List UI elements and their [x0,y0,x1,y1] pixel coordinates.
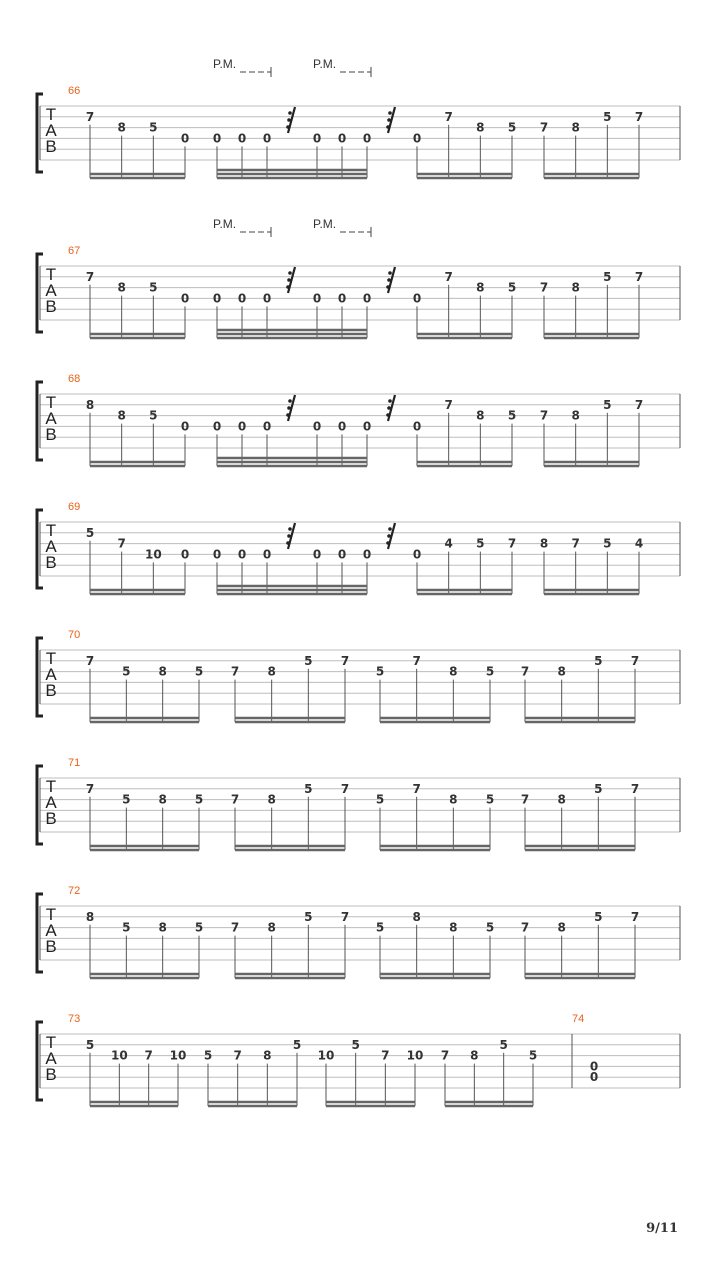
fret-number: 5 [351,1037,360,1052]
fret-number: 0 [262,547,272,562]
fret-number: 7 [117,536,126,551]
tab-letter-t: T [45,265,57,284]
tab-system-66 [37,57,680,178]
fret-number: 8 [267,664,276,679]
fret-number: 8 [412,909,421,924]
fret-number: 0 [312,131,322,146]
fret-number: 8 [117,120,126,135]
fret-number: 0 [262,131,272,146]
fret-number: 8 [449,920,458,935]
fret-number: 7 [520,920,530,935]
fret-number: 8 [158,664,167,679]
fret-number: 5 [485,920,495,935]
tremolo-dot [387,534,391,538]
fret-number: 5 [85,525,95,540]
fret-number: 10 [144,547,162,562]
tab-system-70 [37,629,680,722]
fret-number: 0 [262,419,272,434]
fret-number: 8 [117,408,126,423]
fret-number: 5 [499,1037,508,1052]
tab-letter-t: T [45,649,57,668]
fret-number: 0 [362,547,372,562]
fret-number: 7 [85,653,95,668]
fret-number: 5 [149,120,158,135]
fret-number: 7 [444,269,453,284]
fret-number: 5 [375,920,385,935]
tab-system-73 [37,1013,680,1106]
fret-number: 7 [444,109,453,124]
fret-number: 5 [203,1048,213,1063]
fret-number: 0 [237,547,247,562]
fret-number: 5 [149,280,158,295]
fret-number: 7 [539,120,549,135]
fret-number: 7 [230,664,240,679]
tremolo-dot [388,399,392,403]
fret-number: 7 [85,109,95,124]
measure-number: 72 [68,885,81,897]
fret-number: 7 [340,909,350,924]
tab-system-67 [37,217,680,338]
fret-number: 8 [470,1048,479,1063]
fret-number: 7 [630,909,640,924]
fret-number: 0 [362,291,372,306]
tab-letter-t: T [45,521,57,540]
tremolo-dot [386,541,390,545]
tab-letter-b: B [45,809,57,828]
fret-number: 0 [212,419,222,434]
tremolo-dot [386,413,390,417]
tremolo-dot [386,125,390,129]
tremolo-dot [288,111,292,115]
fret-number: 7 [630,781,640,796]
fret-number: 0 [412,419,422,434]
fret-number: 7 [340,653,350,668]
tremolo-dot [388,271,392,275]
fret-number: 8 [158,792,167,807]
fret-number: 0 [337,547,347,562]
fret-number: 5 [603,397,612,412]
fret-number: 7 [412,781,421,796]
fret-number: 0 [237,131,247,146]
tremolo-dot [388,111,392,115]
fret-number: 8 [571,120,580,135]
fret-number: 8 [117,280,126,295]
fret-number: 5 [603,269,612,284]
measure-number: 71 [68,757,81,769]
fret-number: 5 [603,536,612,551]
fret-number: 5 [375,792,385,807]
tab-system-68 [37,373,680,466]
tab-letter-b: B [45,1065,57,1084]
tremolo-dot [387,118,391,122]
tremolo-dot [288,399,292,403]
fret-number: 0 [312,419,322,434]
fret-number: 7 [230,792,240,807]
tremolo-dot [386,285,390,289]
fret-number: 0 [589,1059,599,1074]
page-number: 9/11 [646,1221,678,1236]
fret-number: 0 [312,547,322,562]
fret-number: 5 [85,1037,95,1052]
tremolo-dot [286,541,290,545]
fret-number: 5 [194,920,204,935]
fret-number: 5 [594,653,603,668]
tab-letter-t: T [45,777,57,796]
measure-number: 74 [572,1013,585,1025]
tab-letter-a: A [45,537,57,556]
fret-number: 0 [180,419,190,434]
fret-number: 5 [476,536,485,551]
fret-number: 4 [634,536,644,551]
measure-number: 73 [68,1013,81,1025]
measure-number: 66 [68,85,81,97]
fret-number: 7 [520,792,530,807]
fret-number: 7 [440,1048,450,1063]
palm-mute-label: P.M. [313,57,337,71]
fret-number: 7 [520,664,530,679]
tremolo-dot [286,285,290,289]
fret-number: 0 [212,131,222,146]
fret-number: 0 [237,291,247,306]
tab-letter-b: B [45,425,57,444]
fret-number: 5 [194,792,204,807]
fret-number: 0 [180,291,190,306]
fret-number: 5 [594,909,603,924]
tab-letter-a: A [45,793,57,812]
fret-number: 7 [444,397,453,412]
fret-number: 8 [267,792,276,807]
fret-number: 8 [557,920,566,935]
fret-number: 7 [144,1048,153,1063]
tab-letter-a: A [45,121,57,140]
fret-number: 0 [212,291,222,306]
tremolo-dot [387,278,391,282]
fret-number: 0 [180,547,190,562]
tab-letter-a: A [45,281,57,300]
tab-letter-a: A [45,1049,57,1068]
tab-letter-a: A [45,409,57,428]
fret-number: 0 [362,419,372,434]
fret-number: 8 [476,408,485,423]
fret-number: 5 [507,280,517,295]
fret-number: 0 [337,419,347,434]
fret-number: 4 [444,536,453,551]
tab-letter-b: B [45,137,57,156]
fret-number: 0 [237,419,247,434]
fret-number: 7 [634,109,644,124]
fret-number: 0 [312,291,322,306]
fret-number: 8 [267,920,276,935]
measure-number: 69 [68,501,81,513]
fret-number: 7 [340,781,350,796]
fret-number: 7 [634,397,644,412]
fret-number: 5 [594,781,603,796]
tab-letter-b: B [45,937,57,956]
fret-number: 8 [557,792,566,807]
fret-number: 0 [362,131,372,146]
tab-letter-b: B [45,297,57,316]
tab-system-72 [37,885,680,978]
fret-number: 7 [571,536,580,551]
tab-system-69 [37,501,680,594]
fret-number: 8 [557,664,566,679]
fret-number: 7 [381,1048,390,1063]
fret-number: 8 [476,280,485,295]
tab-letter-t: T [45,393,57,412]
fret-number: 7 [507,536,517,551]
tremolo-dot [287,534,291,538]
fret-number: 0 [412,131,422,146]
tremolo-dot [287,278,291,282]
fret-number: 7 [634,269,644,284]
measure-number: 68 [68,373,81,385]
fret-number: 0 [412,291,422,306]
fret-number: 7 [539,280,549,295]
fret-number: 7 [630,653,640,668]
fret-number: 5 [528,1048,538,1063]
fret-number: 10 [169,1048,187,1063]
fret-number: 10 [317,1048,335,1063]
tremolo-dot [288,271,292,275]
tab-letter-a: A [45,665,57,684]
fret-number: 8 [449,664,458,679]
fret-number: 5 [603,109,612,124]
fret-number: 0 [337,131,347,146]
measure-number: 70 [68,629,81,641]
fret-number: 8 [263,1048,272,1063]
tab-letter-t: T [45,905,57,924]
fret-number: 7 [85,269,95,284]
fret-number: 5 [292,1037,302,1052]
palm-mute-label: P.M. [213,57,237,71]
fret-number: 8 [539,536,549,551]
palm-mute-label: P.M. [313,217,337,231]
fret-number: 5 [507,408,517,423]
fret-number: 8 [158,920,167,935]
fret-number: 8 [476,120,485,135]
fret-number: 7 [412,653,421,668]
fret-number: 0 [589,1070,599,1085]
tremolo-dot [387,406,391,410]
fret-number: 5 [122,920,131,935]
fret-number: 8 [85,909,95,924]
fret-number: 8 [571,280,580,295]
tab-letter-t: T [45,105,57,124]
fret-number: 8 [571,408,580,423]
fret-number: 5 [304,909,313,924]
tremolo-dot [388,527,392,531]
fret-number: 7 [85,781,95,796]
fret-number: 5 [194,664,204,679]
tab-letter-t: T [45,1033,57,1052]
tab-system-71 [37,757,680,850]
tab-letter-b: B [45,681,57,700]
fret-number: 0 [212,547,222,562]
fret-number: 0 [412,547,422,562]
fret-number: 7 [233,1048,242,1063]
tremolo-dot [287,406,291,410]
fret-number: 0 [337,291,347,306]
fret-number: 5 [485,792,495,807]
fret-number: 10 [406,1048,424,1063]
tremolo-dot [286,125,290,129]
tab-letter-a: A [45,921,57,940]
palm-mute-label: P.M. [213,217,237,231]
fret-number: 5 [304,781,313,796]
tremolo-dot [287,118,291,122]
fret-number: 8 [85,397,95,412]
fret-number: 5 [122,792,131,807]
fret-number: 8 [449,792,458,807]
tab-letter-b: B [45,553,57,572]
fret-number: 10 [110,1048,128,1063]
measure-number: 67 [68,245,81,257]
fret-number: 5 [149,408,158,423]
fret-number: 5 [122,664,131,679]
tremolo-dot [286,413,290,417]
fret-number: 5 [485,664,495,679]
fret-number: 7 [230,920,240,935]
fret-number: 7 [539,408,549,423]
fret-number: 5 [375,664,385,679]
fret-number: 0 [180,131,190,146]
fret-number: 0 [262,291,272,306]
tremolo-dot [288,527,292,531]
fret-number: 5 [304,653,313,668]
fret-number: 5 [507,120,517,135]
